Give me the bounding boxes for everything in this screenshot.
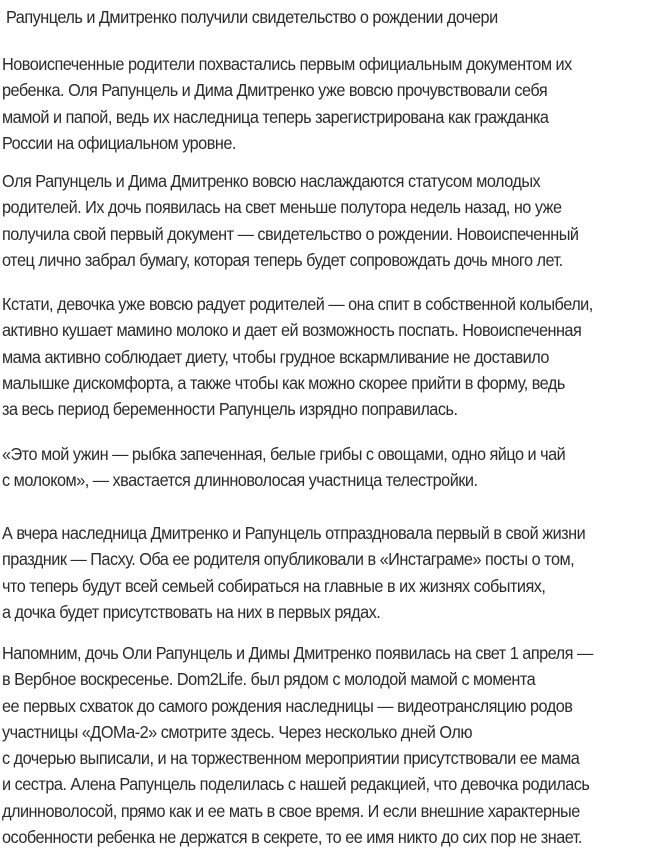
- text-line: Оля Рапунцель и Дима Дмитренко вовсю наслаждаются статусом молодых: [2, 171, 541, 191]
- paragraph-5: [2, 520, 629, 625]
- text-line: Новоиспеченные родители похвастались первым официальным документом их: [2, 54, 572, 74]
- text-line: с молоком», — хвастается длинноволосая участница телестройки.: [2, 470, 478, 491]
- text-line: праздник — Пасху. Оба ее родителя опубликовали в «Инстаграме» посты о том,: [2, 549, 575, 570]
- text-line: отец лично забрал бумагу, которая теперь будет сопровождать дочь много лет.: [2, 249, 563, 270]
- text-line: России на официальном уровне.: [2, 132, 236, 153]
- text-line: «Это мой ужин — рыбка запеченная, белые грибы с овощами, одно яйцо и чай: [2, 444, 566, 464]
- paragraph-1: [2, 51, 615, 156]
- text-line: длинноволосой, прямо как и ее мать в свое время. И если внешние характерные: [2, 800, 580, 821]
- text-line: Напомним, дочь Оли Рапунцель и Димы Дмитренко появилась на свет 1 апреля —: [2, 643, 593, 663]
- text-line: малышке дискомфорта, а также чтобы как можно скорее прийти в форму, ведь: [2, 372, 565, 393]
- paragraph-3: [2, 291, 637, 422]
- paragraph-4-quote: [2, 441, 608, 494]
- paragraph-2: [2, 168, 622, 273]
- text-line: активно кушает мамино молоко и дает ей возможность поспать. Новоиспеченная: [2, 320, 582, 341]
- text-line: а дочка будет присутствовать на них в первых рядах.: [2, 601, 381, 622]
- text-line: получила свой первый документ — свидетельство о рождении. Новоиспеченный: [2, 223, 579, 244]
- text-line: ее первых схваток до самого рождения наследницы — видеотрансляцию родов: [2, 695, 573, 716]
- article-title: Рапунцель и Дмитренко получили свидетельство о рождении дочери: [6, 7, 498, 27]
- text-line: что теперь будут всей семьей собираться на главные в их жизнях событиях,: [2, 575, 546, 596]
- text-line: А вчера наследница Дмитренко и Рапунцель отпраздновала первый в свой жизни: [2, 523, 586, 543]
- text-line: и сестра. Алена Рапунцель поделилась с нашей редакцией, что девочка родилась: [2, 774, 590, 795]
- text-line: в Вербное воскресенье. Dom2Life. был рядом с молодой мамой с момента: [2, 669, 536, 690]
- text-line: родителей. Их дочь появилась на свет меньше полутора недель назад, но уже: [2, 197, 562, 218]
- text-line: за весь период беременности Рапунцель изрядно поправилась.: [2, 399, 458, 420]
- text-line: ребенка. Оля Рапунцель и Дима Дмитренко уже вовсю прочувствовали себя: [2, 80, 548, 101]
- text-line: с дочерью выписали, и на торжественном мероприятии присутствовали ее мама: [2, 748, 580, 769]
- text-line: участницы «ДОМа-2» смотрите здесь. Через несколько дней Олю: [2, 721, 473, 742]
- paragraph-6: [2, 640, 637, 850]
- text-line: мамой и папой, ведь их наследница теперь зарегистрирована как гражданка: [2, 106, 549, 127]
- text-line: особенности ребенка не держатся в секрете, то ее имя никто до сих пор не знает.: [2, 827, 582, 848]
- text-line: Кстати, девочка уже вовсю радует родителей — она спит в собственной колыбели,: [2, 294, 593, 314]
- text-line: мама активно соблюдает диету, чтобы грудное вскармливание не доставило: [2, 346, 549, 367]
